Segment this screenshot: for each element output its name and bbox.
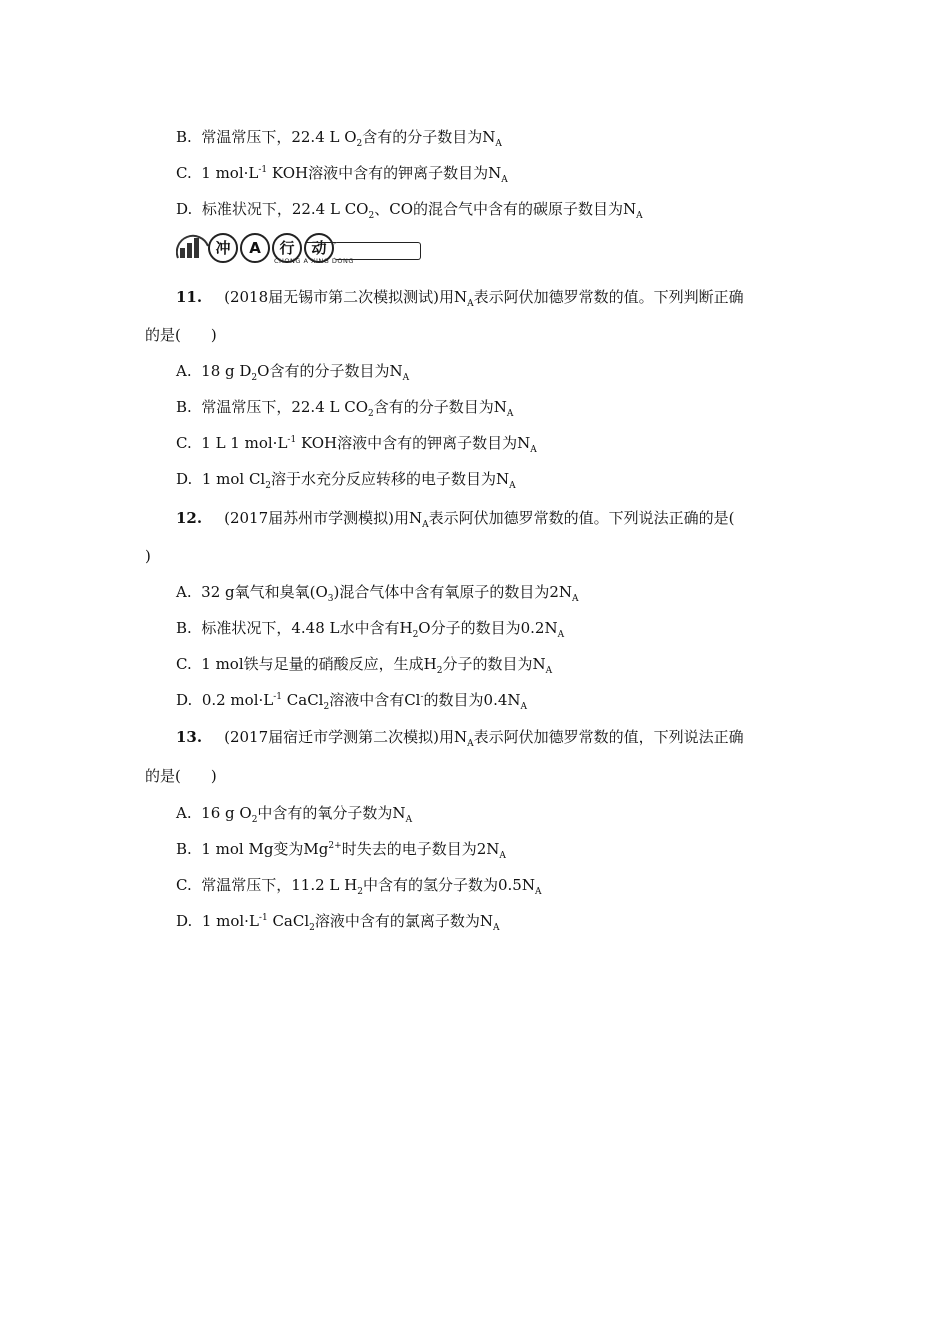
question-13-stem: 13. (2017届宿迁市学测第二次模拟)用$N_A$表示阿伏加德罗常数的值，下列说法正确 xyxy=(176,728,744,749)
question-13-option-d: D. 1 $mol\cdot L^{-1}$ CaCl$_2$溶液中含有的氯离子数为$N_A$ xyxy=(176,912,500,933)
option-c: C. 1 $mol\cdot L^{-1}$ KOH溶液中含有的钾离子数目为$N_A$ xyxy=(176,164,508,185)
question-13-option-b: B. 1 mol Mg变为$Mg^{2+}$时失去的电子数目为$2N_A$ xyxy=(176,840,506,861)
question-11-stem-cont: 的是( ) xyxy=(145,326,217,344)
question-12-option-b: B. 标准状况下，4.48 L水中含有$H_2O$分子的数目为$0.2N_A$ xyxy=(176,619,565,640)
question-12-stem: 12. (2017届苏州市学测模拟)用$N_A$表示阿伏加德罗常数的值。下列说法正确的是( xyxy=(176,509,735,530)
banner-char-a: A xyxy=(240,233,270,263)
bar-chart-icon xyxy=(176,232,210,260)
question-11-option-c: C. 1 L 1 $mol\cdot L^{-1}$ KOH溶液中含有的钾离子数目为$N_A$ xyxy=(176,434,537,455)
banner-char-xing: 行 xyxy=(272,233,302,263)
question-13-option-a: A. 16 g $O_2$中含有的氧分子数为$N_A$ xyxy=(176,804,413,825)
question-13-option-c: C. 常温常压下，11.2 L $H_2$中含有的氢分子数为$0.5N_A$ xyxy=(176,876,542,897)
banner-pinyin: CHONG A XING DONG xyxy=(274,257,354,265)
question-12-option-d: D. 0.2 $mol\cdot L^{-1}$ CaCl$_2$溶液中含有Cl-的数目为$0.4N_A$ xyxy=(176,691,528,712)
section-banner xyxy=(172,232,422,268)
question-11-option-b: B. 常温常压下，22.4 L $CO_2$含有的分子数目为$N_A$ xyxy=(176,398,514,419)
question-12-option-a: A. 32 g氧气和臭氧$(O_3)$混合气体中含有氧原子的数目为$2N_A$ xyxy=(176,583,579,604)
question-11-option-a: A. 18 g $D_2O$含有的分子数目为$N_A$ xyxy=(176,362,410,383)
banner-line xyxy=(306,242,336,243)
banner-char-chong: 冲 xyxy=(208,233,238,263)
banner-char-dong: 动 xyxy=(304,233,334,263)
option-b: B. 常温常压下，22.4 L $O_2$含有的分子数目为$N_A$ xyxy=(176,128,502,149)
question-11-stem: 11. (2018届无锡市第二次模拟测试)用$N_A$表示阿伏加德罗常数的值。下列判断正确 xyxy=(176,288,744,309)
question-12-stem-cont: ) xyxy=(145,547,151,565)
question-13-stem-cont: 的是( ) xyxy=(145,767,217,785)
option-d: D. 标准状况下，22.4 L $CO_2$、CO的混合气中含有的碳原子数目为$N_A$ xyxy=(176,200,643,221)
question-11-option-d: D. 1 mol $Cl_2$溶于水充分反应转移的电子数目为$N_A$ xyxy=(176,470,516,491)
question-12-option-c: C. 1 mol铁与足量的硝酸反应，生成$H_2$分子的数目为$N_A$ xyxy=(176,655,553,676)
